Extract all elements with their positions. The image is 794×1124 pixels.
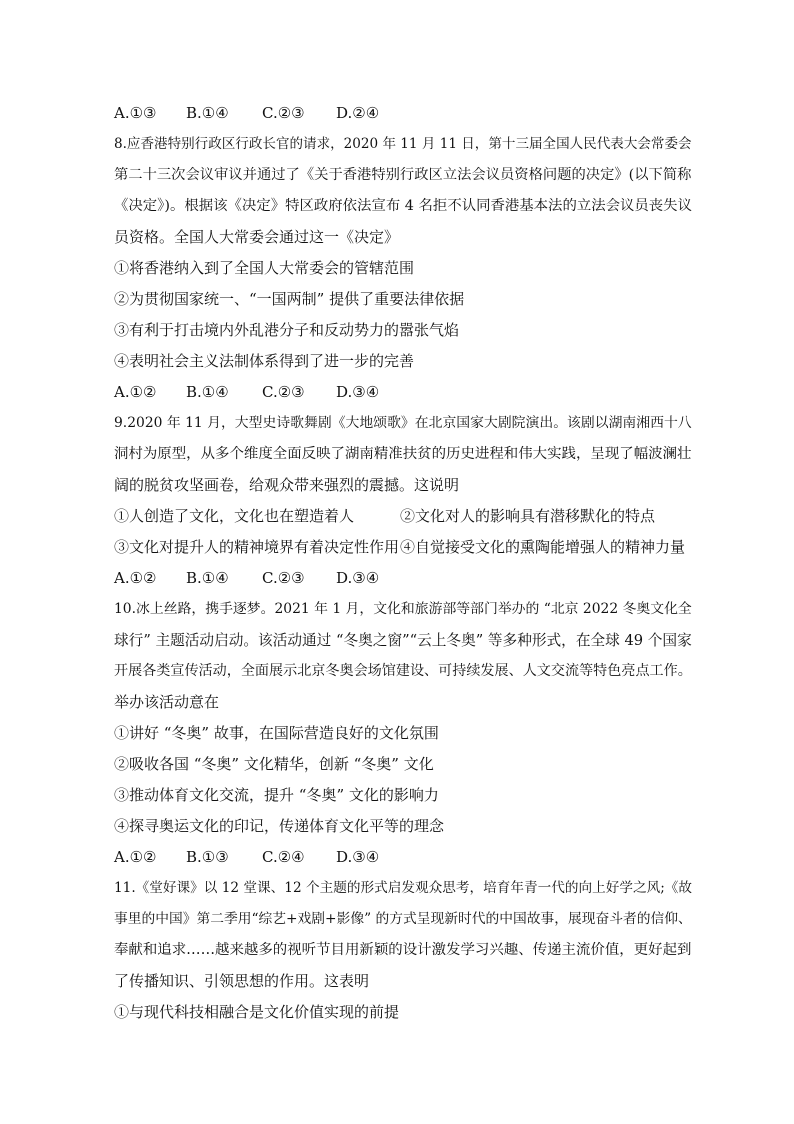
question-8 xyxy=(114,129,692,408)
q8-stem-line: 员资格。全国人大常委会通过这一《决定》 xyxy=(114,228,400,246)
q9-statement-row xyxy=(114,532,689,563)
q8-option-d[interactable]: D.③④ xyxy=(336,383,380,401)
q10-options xyxy=(114,842,689,873)
q11-statement-1: ①与现代科技相融合是文化价值实现的前提 xyxy=(114,1003,400,1021)
q8-option-b[interactable]: B.①④ xyxy=(186,383,229,401)
question-9 xyxy=(114,408,692,594)
q8-option-c[interactable]: C.②③ xyxy=(262,383,305,401)
q9-option-b[interactable]: B.①④ xyxy=(186,569,229,587)
q7-option-c[interactable]: C.②③ xyxy=(262,104,305,122)
q9-stem-line: 9.2020 年 11 月，大型史诗歌舞剧《大地颂歌》在北京国家大剧院演出。该剧以湖南湘西十八 xyxy=(114,415,692,431)
q10-option-b[interactable]: B.①③ xyxy=(186,848,229,866)
question-10 xyxy=(114,594,692,873)
q9-option-c[interactable]: C.②③ xyxy=(262,569,305,587)
q10-stem-line: 开展各类宣传活动，全面展示北京冬奥会场馆建设、可持续发展、人文交流等特色亮点工作。 xyxy=(114,663,692,679)
q11-stem-line: 了传播知识、引领思想的作用。这表明 xyxy=(114,972,370,990)
q9-option-d[interactable]: D.③④ xyxy=(336,569,380,587)
q8-stem-line: 第二十三次会议审议并通过了《关于香港特别行政区立法会议员资格问题的决定》(以下简称 xyxy=(114,167,692,183)
q8-statement-3: ③有利于打击境内外乱港分子和反动势力的嚣张气焰 xyxy=(114,321,460,339)
q9-statement-3: ③文化对提升人的精神境界有着决定性作用 xyxy=(114,538,400,556)
q10-statement-1: ①讲好 “冬奥” 故事，在国际营造良好的文化氛围 xyxy=(114,724,439,742)
q8-statement-4: ④表明社会主义法制体系得到了进一步的完善 xyxy=(114,352,415,370)
q10-stem-line: 10.冰上丝路，携手逐梦。2021 年 1 月，文化和旅游部等部门举办的 “北京 2022 冬奥文化全 xyxy=(114,601,692,617)
q9-statement-4: ④自觉接受文化的熏陶能增强人的精神力量 xyxy=(400,538,686,556)
q9-stem-line: 阔的脱贫攻坚画卷，给观众带来强烈的震撼。这说明 xyxy=(114,476,460,494)
q10-stem-line: 举办该活动意在 xyxy=(114,693,220,711)
q8-option-a[interactable]: A.①② xyxy=(114,383,157,401)
q7-option-d[interactable]: D.②④ xyxy=(336,104,380,122)
q9-option-a[interactable]: A.①② xyxy=(114,569,157,587)
q8-stem-line: 8.应香港特别行政区行政长官的请求，2020 年 11 月 11 日，第十三届全国人民代表大会常委会 xyxy=(114,136,692,152)
q10-option-c[interactable]: C.②④ xyxy=(262,848,305,866)
q7-options xyxy=(114,98,689,129)
q10-statement-3: ③推动体育文化交流，提升 “冬奥” 文化的影响力 xyxy=(114,786,439,804)
q9-statement-2: ②文化对人的影响具有潜移默化的特点 xyxy=(400,507,656,525)
q10-option-a[interactable]: A.①② xyxy=(114,848,157,866)
q9-statement-1: ①人创造了文化，文化也在塑造着人 xyxy=(114,507,355,525)
q8-statement-1: ①将香港纳入到了全国人大常委会的管辖范围 xyxy=(114,259,415,277)
q8-statement-2: ②为贯彻国家统一、“一国两制” 提供了重要法律依据 xyxy=(114,290,465,308)
q7-option-a[interactable]: A.①③ xyxy=(114,104,157,122)
q10-option-d[interactable]: D.③④ xyxy=(336,848,380,866)
q10-statement-2: ②吸收各国 “冬奥” 文化精华，创新 “冬奥” 文化 xyxy=(114,755,434,773)
q8-stem-line: 《决定》)。根据该《决定》特区政府依法宣布 4 名拒不认同香港基本法的立法会议员丧失议 xyxy=(114,198,692,214)
q7-option-b[interactable]: B.①④ xyxy=(186,104,229,122)
question-11 xyxy=(114,873,693,1028)
q8-options xyxy=(114,377,689,408)
q11-stem-line: 奉献和追求……越来越多的视听节目用新颖的设计激发学习兴趣、传递主流价值，更好起到 xyxy=(114,942,692,958)
q9-options xyxy=(114,563,689,594)
q9-statement-row xyxy=(114,501,689,532)
q10-statement-4: ④探寻奥运文化的印记，传递体育文化平等的理念 xyxy=(114,817,445,835)
q10-stem-line: 球行” 主题活动启动。该活动通过 “冬奥之窗”“云上冬奥” 等多种形式，在全球 49 个国家 xyxy=(114,632,692,649)
q11-stem-line: 事里的中国》第二季用“综艺+戏剧+影像” 的方式呈现新时代的中国故事，展现奋斗者的信仰、 xyxy=(114,911,692,927)
q9-stem-line: 洞村为原型，从多个维度全面反映了湖南精准扶贫的历史进程和伟大实践，呈现了幅波澜壮 xyxy=(114,446,692,462)
exam-content xyxy=(114,98,693,1028)
q11-stem-line: 11.《堂好课》以 12 堂课、12 个主题的形式启发观众思考，培育年青一代的向上好学之风;《故 xyxy=(114,880,693,896)
